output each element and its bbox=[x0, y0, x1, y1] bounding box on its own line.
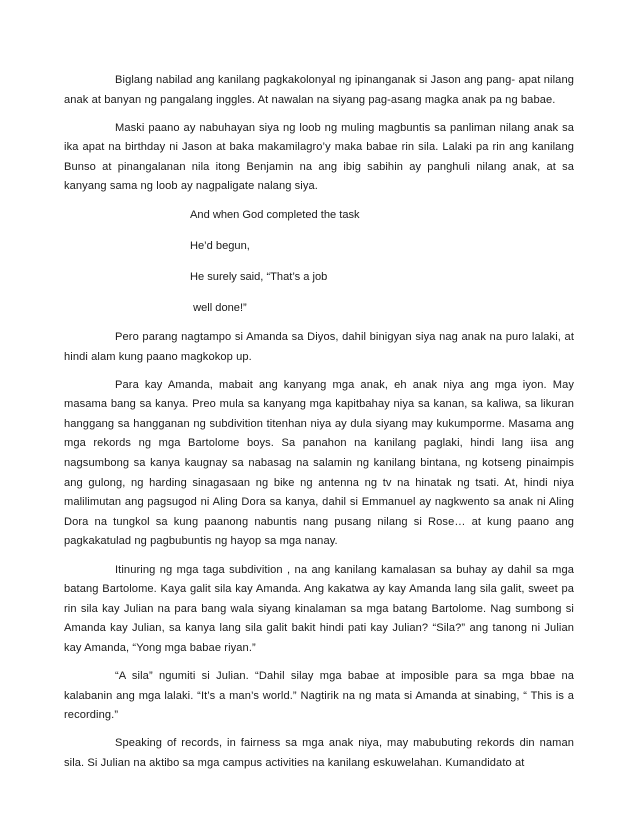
paragraph: Itinuring ng mga taga subdivition , na ang kanilang kamalasan sa buhay ay dahil sa mga batang Bartolome. Kaya galit sila kay Amanda. Ang kakatwa ay kay Amanda lang sila galit, sweet pa rin sila kay Julian na para bang wala siyang kinalaman sa mga batang Bartolome. Nag sumbong si Amanda kay Julian, sa kanya lang sila galit bakit hindi pati kay Julian? “Sila?” ang tanong ni Julian kay Amanda, “Yong mga babae riyan.” bbox=[64, 563, 574, 654]
paragraph: Para kay Amanda, mabait ang kanyang mga anak, eh anak niya ang mga iyon. May masama bang sa kanya. Preo mula sa kanyang mga kapitbahay niya sa kanan, sa kaliwa, sa likuran hanggang sa hangganan ng subdivition titenhan niya ay dula siyang may kukumporme. Masama ang mga rekords ng mga Bartolome boys. Sa panahon na kanilang paglaki, hindi lang iisa ang nagsumbong sa kanya kaugnay sa nabasag na salamin ng kanilang bintana, ng kotseng pinaimpis ang gulong, ng harding sinagasaan ng bike ng antenna ng tv na hinatak ng tsati. At, hindi niya malilimutan ang pagsugod ni Aling Dora sa kanya, dahil si Emmanuel ay nagkwento sa anak ni Aling Dora na tungkol sa kung paanong nabuntis nang pusang nilang si Rose… at kung paano ang pagkakatulad ng pagbubuntis ng hayop sa mga nanay. bbox=[64, 378, 574, 548]
paragraph: “A sila” ngumiti si Julian. “Dahil silay mga babae at imposible para sa mga bbae na kalabanin ang mga lalaki. “It’s a man’s world.” Nagtirik na ng mata si Amanda at sinabing, “ This is a recording.” bbox=[64, 670, 574, 722]
poem-line: He’d begun, bbox=[190, 239, 250, 252]
poem-line: He surely said, “That’s a job bbox=[190, 271, 328, 284]
poem-block bbox=[190, 206, 574, 319]
paragraph: Biglang nabilad ang kanilang pagkakolonyal ng ipinanganak si Jason ang pang- apat nilang anak at banyan ng pangalang inggles. At nawalan na siyang pag-asang magka anak pa ng babae. bbox=[64, 74, 574, 106]
paragraph: Speaking of records, in fairness sa mga anak niya, may mabubuting rekords din naman sila. Si Julian na aktibo sa mga campus activities na kanilang eskuwelahan. Kumandidato at bbox=[64, 737, 574, 769]
poem-line: well done!” bbox=[190, 302, 247, 315]
poem-line: And when God completed the task bbox=[190, 208, 360, 221]
paragraph: Pero parang nagtampo si Amanda sa Diyos, dahil binigyan siya nag anak na puro lalaki, at hindi alam kung paano magkokop up. bbox=[64, 331, 574, 363]
document-body bbox=[64, 71, 574, 782]
paragraph: Maski paano ay nabuhayan siya ng loob ng muling magbuntis sa panliman nilang anak sa ika apat na birthday ni Jason at baka makamilagro’y maka babae rin sila. Lalaki pa rin ang kanilang Bunso at pinangalanan nila itong Benjamin na ang ibig sabihin ay panghuli nilang anak, at sa kanyang sama ng loob ay nagpaligate nalang siya. bbox=[64, 121, 574, 193]
